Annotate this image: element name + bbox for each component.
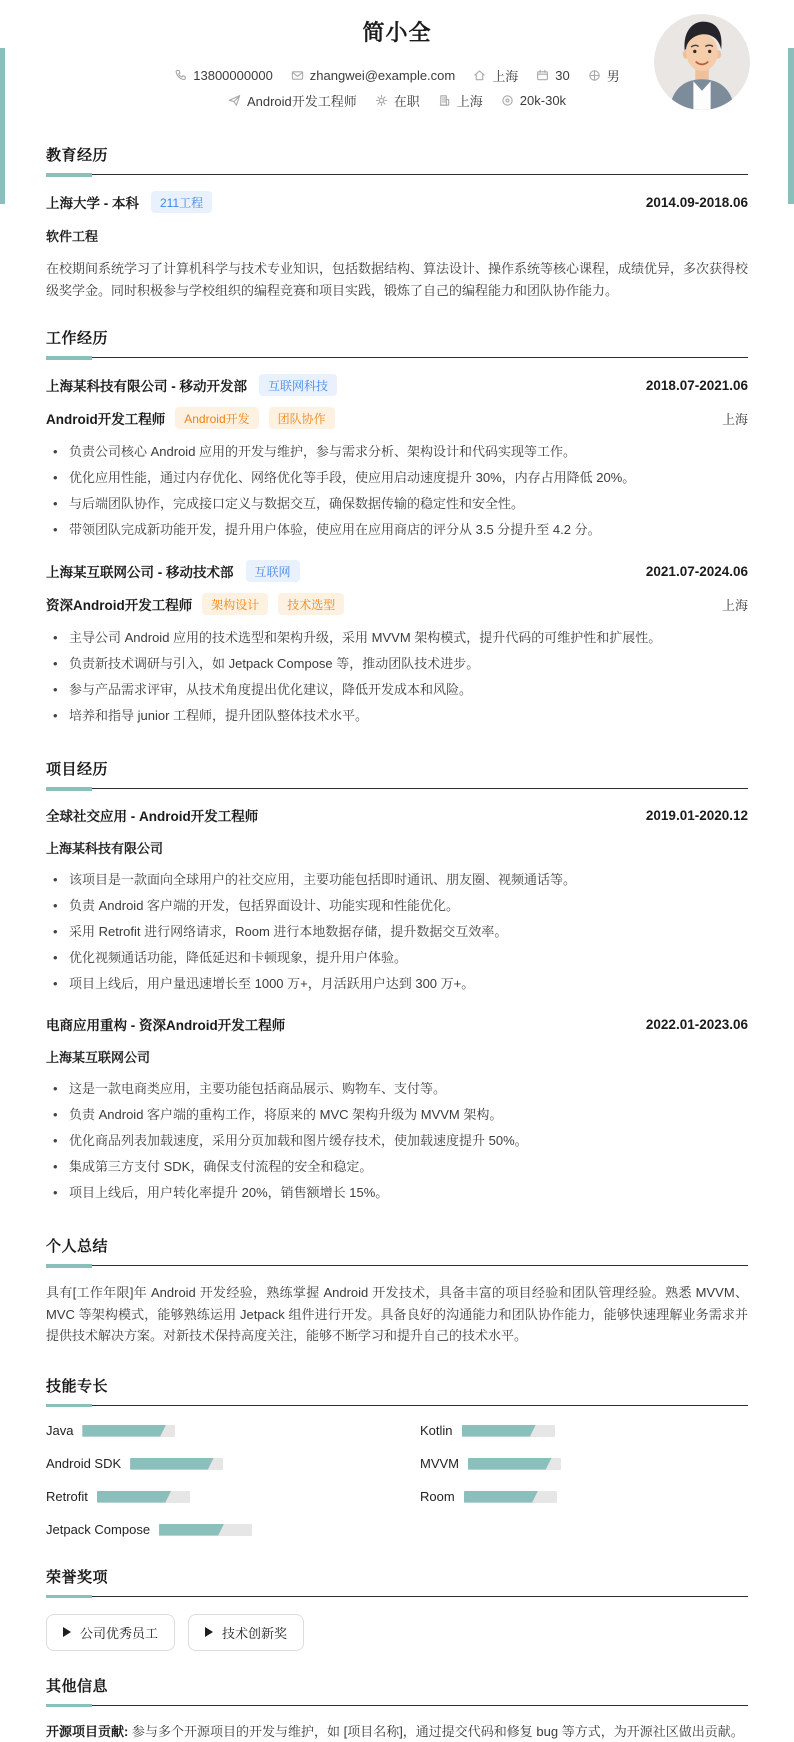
bullet-item: • 负责公司核心 Android 应用的开发与维护，参与需求分析、架构设计和代码实现等工作。: [46, 442, 748, 462]
school-name: 上海大学 - 本科: [46, 196, 139, 211]
bullet-item: • 培养和指导 junior 工程师，提升团队整体技术水平。: [46, 706, 748, 726]
skill-progress-bar: [462, 1425, 555, 1437]
bullet-item: • 与后端团队协作，完成接口定义与数据交互，确保数据传输的稳定性和安全性。: [46, 494, 748, 514]
company-name: 上海某科技有限公司 - 移动开发部: [46, 379, 247, 394]
work-location: 上海: [721, 411, 748, 427]
gear-icon: [375, 94, 388, 107]
project-company: 上海某科技有限公司: [46, 841, 164, 856]
avatar: [654, 14, 750, 110]
other-info-line: [46, 1721, 748, 1742]
role-tag-badge: 团队协作: [269, 407, 335, 429]
calendar-icon: [536, 69, 549, 82]
project-date: 2019.01-2020.12: [645, 807, 748, 823]
industry-badge: 互联网: [246, 560, 300, 582]
contact-location: 上海: [473, 66, 518, 85]
skill-name: Retrofit: [46, 1489, 88, 1504]
section-title: 工作经历: [46, 330, 109, 347]
section-title: 个人总结: [46, 1238, 109, 1255]
other-info-text: 参与多个开源项目的开发与维护，如 [项目名称]，通过提交代码和修复 bug 等方式，为开源社区做出贡献。: [131, 1723, 744, 1739]
bullet-item: • 集成第三方支付 SDK，确保支付流程的安全和稳定。: [46, 1157, 748, 1177]
skill-progress-bar: [82, 1425, 175, 1437]
bullet-item: • 优化应用性能，通过内存优化、网络优化等手段，使应用启动速度提升 30%，内存占用降低 20%。: [46, 468, 748, 488]
other-info-label: 开源项目贡献:: [46, 1723, 129, 1739]
section-title: 教育经历: [46, 147, 109, 164]
section-work: [46, 327, 748, 726]
skill-progress-bar: [159, 1524, 252, 1536]
skill-progress-bar: [130, 1458, 223, 1470]
education-description: 在校期间系统学习了计算机科学与技术专业知识，包括数据结构、算法设计、操作系统等核心课程，成绩优异，多次获得校级奖学金。同时积极参与学校组织的编程竞赛和项目实践，锻炼了自己的编程能力和团队协作能力。: [46, 261, 749, 298]
mail-icon: [291, 69, 304, 82]
honor-chip[interactable]: [188, 1614, 304, 1651]
resume-header: [46, 0, 748, 118]
section-head-honors: [46, 1566, 748, 1597]
bullet-item: • 负责 Android 客户端的重构工作，将原来的 MVC 架构升级为 MVVM 架构。: [46, 1105, 748, 1125]
skills-grid: [46, 1424, 748, 1556]
major-name: 软件工程: [46, 229, 99, 244]
right-accent-strip: [788, 48, 794, 204]
section-head-skills: [46, 1375, 748, 1406]
bullet-item: • 该项目是一款面向全球用户的社交应用，主要功能包括即时通讯、朋友圈、视频通话等。: [46, 870, 748, 890]
education-date: 2014.09-2018.06: [645, 194, 748, 210]
bullet-item: • 优化商品列表加载速度，采用分页加载和图片缓存技术，使加载速度提升 50%。: [46, 1131, 748, 1151]
contact-row-1: [97, 63, 697, 88]
summary-text: 具有[工作年限]年 Android 开发经验，熟练掌握 Android 开发技术，具备丰富的项目经验和团队管理经验。熟悉 MVVM、MVC 等架构模式，能够熟练运用 Jetpack 组件进行开发。具备良好的沟通能力和团队协作能力，能够快速理解业务需求并提供技术解决方案。对新技术保持高度关注，能够不断学习和提升自己的技术水平。: [46, 1285, 748, 1343]
role-tag-badge: Android开发: [175, 407, 258, 429]
contact-city: 上海: [438, 91, 483, 110]
work-entry: [46, 374, 748, 540]
section-head-projects: [46, 758, 748, 789]
contact-job-title: Android开发工程师: [228, 91, 357, 110]
section-summary: [46, 1235, 748, 1347]
bullet-item: • 负责新技术调研与引入，如 Jetpack Compose 等，推动团队技术进步。: [46, 654, 748, 674]
section-head-summary: [46, 1235, 748, 1266]
bullet-item: • 负责 Android 客户端的开发，包括界面设计、功能实现和性能优化。: [46, 896, 748, 916]
contact-row-2: [97, 88, 697, 113]
project-company: 上海某互联网公司: [46, 1050, 151, 1065]
skill-row: [46, 1457, 374, 1471]
section-head-work: [46, 327, 748, 358]
role-tag-badge: 架构设计: [202, 593, 268, 615]
role-name: Android开发工程师: [46, 412, 166, 427]
skill-progress-bar: [97, 1491, 190, 1503]
work-bullet-list: [46, 442, 748, 540]
work-date: 2018.07-2021.06: [645, 377, 748, 393]
phone-icon: [174, 69, 187, 82]
skill-name: Java: [46, 1423, 74, 1438]
skill-name: MVVM: [420, 1456, 459, 1471]
bullet-item: • 带领团队完成新功能开发，提升用户体验，使应用在应用商店的评分从 3.5 分提升至 4.2 分。: [46, 520, 748, 540]
left-accent-strip: [0, 48, 5, 204]
honor-chip[interactable]: [46, 1614, 175, 1651]
work-bullet-list: [46, 628, 748, 726]
project-date: 2022.01-2023.06: [645, 1016, 748, 1032]
skill-row: [420, 1457, 748, 1471]
skill-name: Kotlin: [420, 1423, 453, 1438]
gender-icon: [588, 69, 601, 82]
project-entry: [46, 805, 748, 994]
school-tag-badge: 211工程: [151, 191, 212, 213]
contact-gender: 男: [588, 66, 620, 85]
role-name: 资深Android开发工程师: [46, 598, 193, 613]
section-honors: [46, 1566, 748, 1651]
skill-row: [420, 1490, 748, 1504]
target-icon: [501, 94, 514, 107]
bullet-item: • 主导公司 Android 应用的技术选型和架构升级，采用 MVVM 架构模式，提升代码的可维护性和扩展性。: [46, 628, 748, 648]
section-title: 技能专长: [46, 1377, 109, 1395]
bullet-item: • 项目上线后，用户转化率提升 20%，销售额增长 15%。: [46, 1183, 748, 1203]
section-projects: [46, 758, 748, 1203]
contact-salary: 20k-30k: [501, 93, 566, 108]
skill-row: [46, 1523, 374, 1537]
skill-row: [46, 1490, 374, 1504]
work-date: 2021.07-2024.06: [645, 563, 748, 579]
candidate-name: 简小全: [362, 20, 432, 45]
section-title: 荣誉奖项: [46, 1568, 109, 1586]
skill-name: Room: [420, 1489, 455, 1504]
section-title: 其他信息: [46, 1677, 109, 1695]
avatar-illustration: [654, 14, 750, 110]
bullet-item: • 优化视频通话功能，降低延迟和卡顿现象，提升用户体验。: [46, 948, 748, 968]
section-head-education: [46, 144, 748, 175]
project-entry: [46, 1014, 748, 1203]
skill-row: [46, 1424, 374, 1438]
contact-email: zhangwei@example.com: [291, 68, 455, 83]
honor-label: 技术创新奖: [222, 1625, 288, 1641]
project-bullet-list: [46, 870, 748, 994]
building-icon: [438, 94, 451, 107]
work-entry: [46, 560, 748, 726]
section-education: [46, 144, 748, 301]
honor-list: [46, 1614, 748, 1651]
bullet-item: • 采用 Retrofit 进行网络请求，Room 进行本地数据存储，提升数据交互效率。: [46, 922, 748, 942]
project-name: 全球社交应用 - Android开发工程师: [46, 809, 259, 824]
contact-job-status: 在职: [375, 91, 420, 110]
project-bullet-list: [46, 1079, 748, 1203]
paper-plane-icon: [228, 94, 241, 107]
work-location: 上海: [721, 597, 748, 613]
contact-phone: 13800000000: [174, 68, 273, 83]
bullet-item: • 这是一款电商类应用，主要功能包括商品展示、购物车、支付等。: [46, 1079, 748, 1099]
skill-row: [420, 1424, 748, 1438]
section-head-other: [46, 1675, 748, 1706]
home-icon: [473, 69, 486, 82]
role-tag-badge: 技术选型: [278, 593, 344, 615]
section-other: [46, 1675, 748, 1742]
company-name: 上海某互联网公司 - 移动技术部: [46, 565, 234, 580]
honor-label: 公司优秀员工: [80, 1625, 159, 1641]
skill-progress-bar: [468, 1458, 561, 1470]
skill-name: Android SDK: [46, 1456, 122, 1471]
industry-badge: 互联网科技: [259, 374, 337, 396]
contact-age: 30: [536, 68, 569, 83]
skill-progress-bar: [464, 1491, 557, 1503]
project-name: 电商应用重构 - 资深Android开发工程师: [46, 1018, 286, 1033]
section-skills: [46, 1375, 748, 1556]
section-title: 项目经历: [46, 761, 109, 778]
bullet-item: • 参与产品需求评审，从技术角度提出优化建议，降低开发成本和风险。: [46, 680, 748, 700]
bullet-item: • 项目上线后，用户量迅速增长至 1000 万+，月活跃用户达到 300 万+。: [46, 974, 748, 994]
skill-name: Jetpack Compose: [46, 1522, 151, 1537]
